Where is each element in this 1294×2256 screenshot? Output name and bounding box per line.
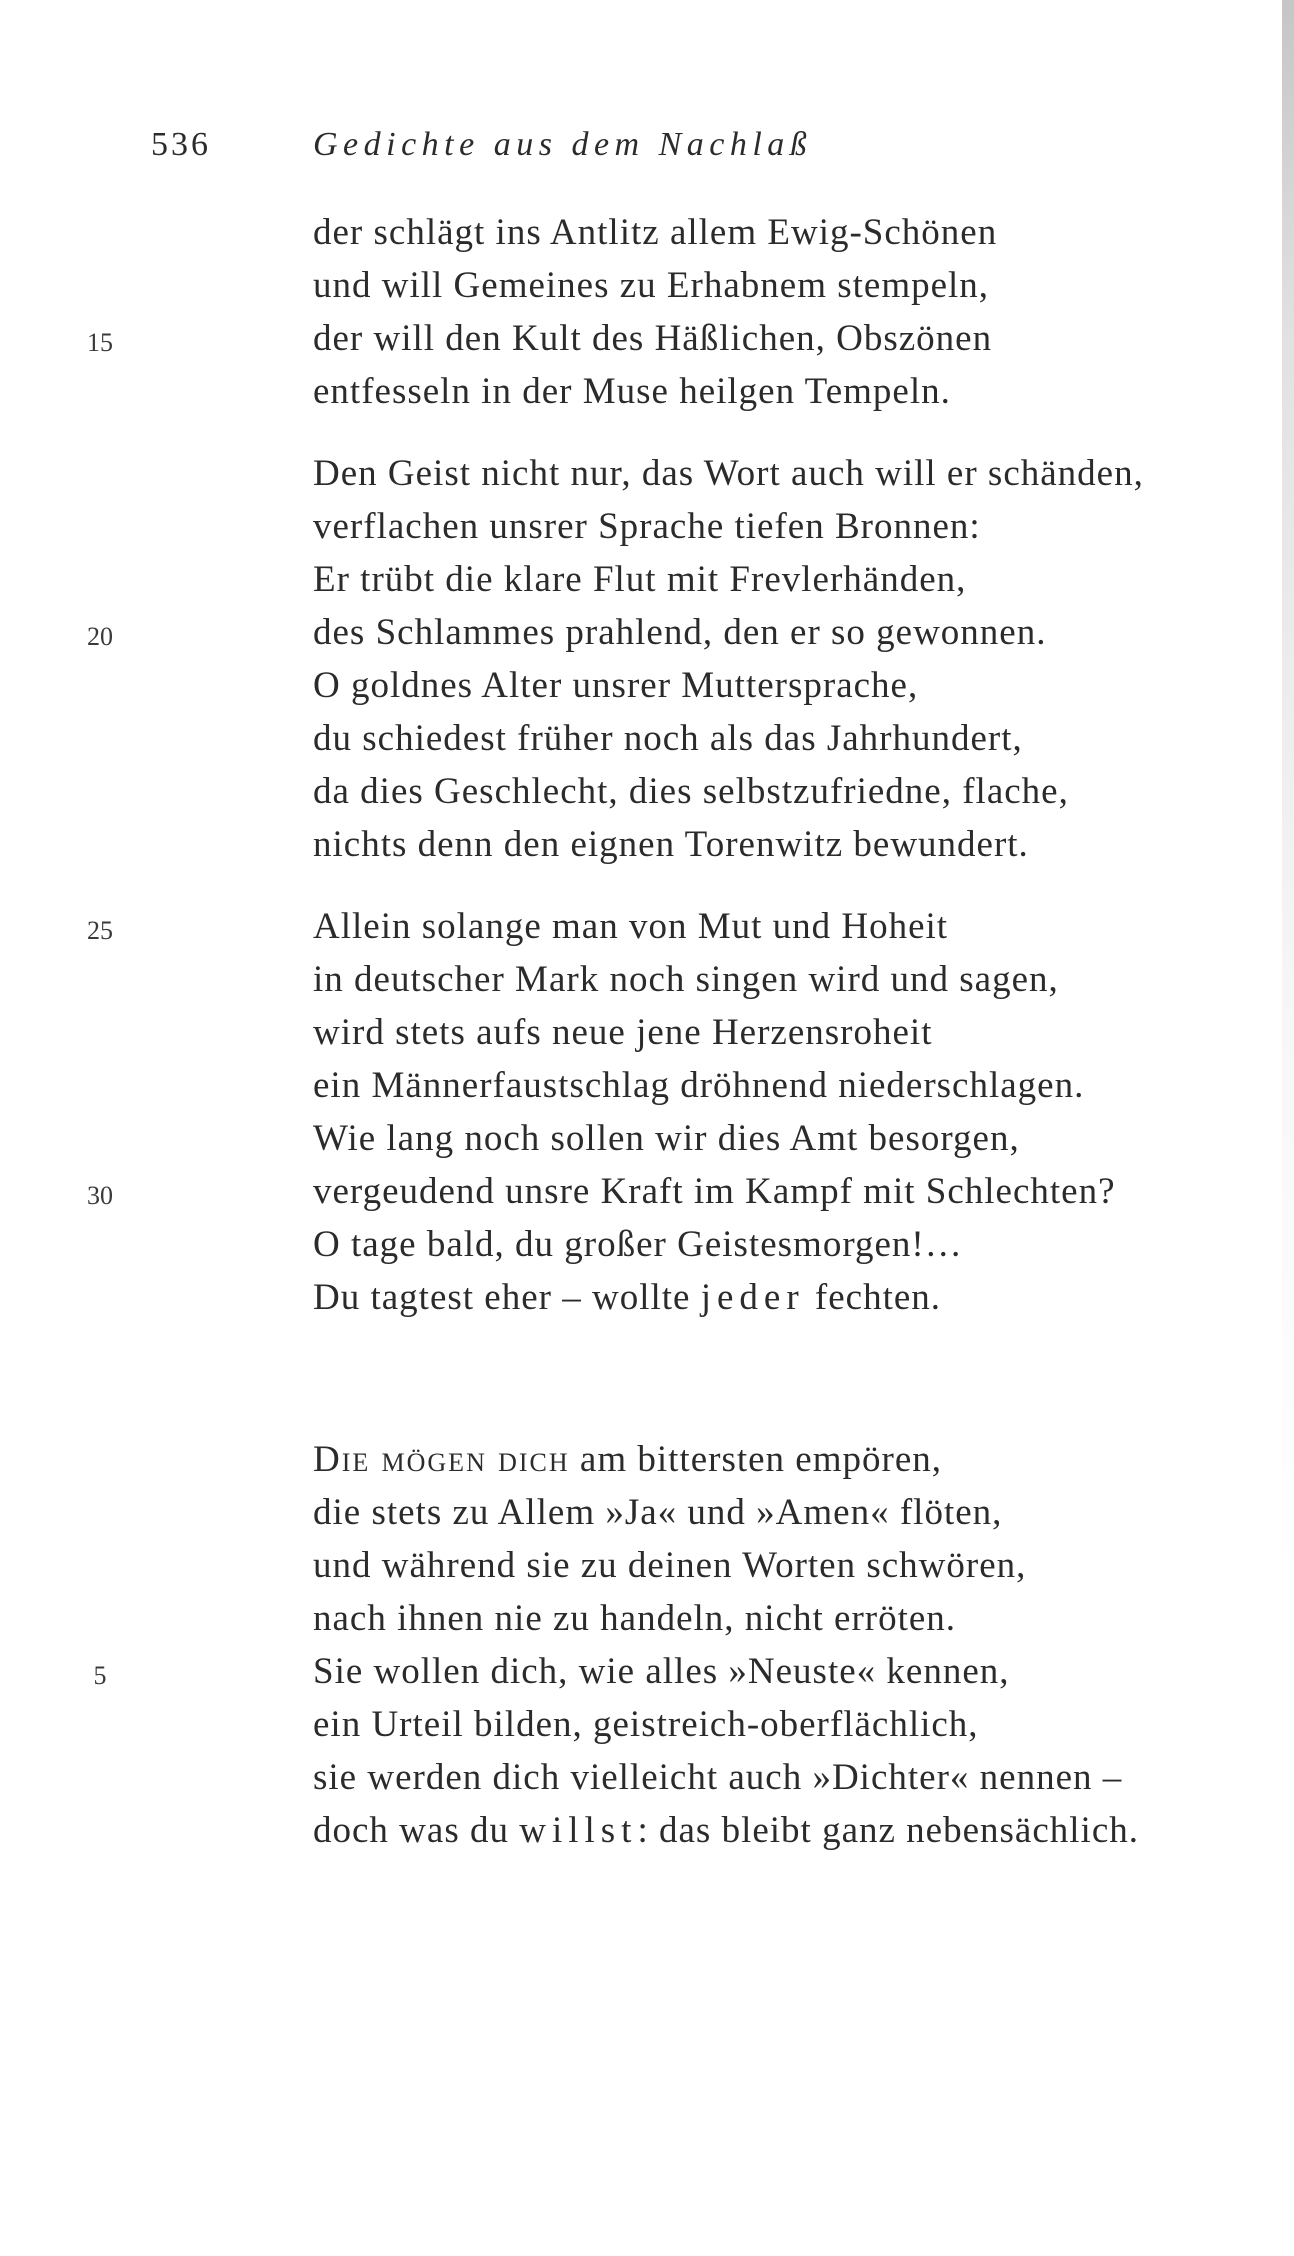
verse-line [313,1059,1273,1112]
verse-text: des Schlammes prahlend, den er so gewonnen. [313,612,1047,653]
verse-line [313,659,1273,712]
verse-line [313,953,1273,1006]
verse-text: O goldnes Alter unsrer Muttersprache, [313,665,919,706]
gutter-shadow [1282,0,1294,2256]
verse-text: ein Urteil bilden, geistreich-oberflächlich, [313,1704,979,1745]
verse-line [87,1165,1273,1218]
verse-line [313,765,1273,818]
verse-line [313,553,1273,606]
verse-line [313,1006,1273,1059]
verse-text-end: : das bleibt ganz nebensächlich. [637,1810,1139,1851]
stanza [87,900,1273,1324]
verse-line [313,1751,1273,1804]
verse-text: nach ihnen nie zu handeln, nicht erröten. [313,1598,957,1639]
verse-text: nichts denn den eignen Torenwitz bewundert. [313,824,1029,865]
verse-line [313,1486,1273,1539]
line-number: 15 [87,328,113,357]
line-number: 5 [93,1661,107,1690]
running-header [0,118,1294,171]
verse-line [87,312,1273,365]
verse-line [313,1218,1273,1271]
verse-text: wird stets aufs neue jene Herzensroheit [313,1012,933,1053]
line-number: 25 [87,916,113,945]
line-number: 20 [87,622,113,651]
verse-line [313,1433,1273,1486]
verse-text: der will den Kult des Häßlichen, Obszönen [313,318,993,359]
verse-text-end: fechten. [804,1277,942,1318]
verse-text: vergeudend unsre Kraft im Kampf mit Schlechten? [313,1171,1116,1212]
verse-text: und will Gemeines zu Erhabnem stempeln, [313,265,990,306]
emphasized-word: willst [519,1810,638,1851]
verse-line [87,900,1273,953]
page-number: 536 [151,126,211,163]
verse-text: und während sie zu deinen Worten schwören, [313,1545,1027,1586]
verse-text: Allein solange man von Mut und Hoheit [313,906,949,947]
verse-text-start: doch was du [313,1810,520,1851]
running-title: Gedichte aus dem Nachlaß [313,126,813,163]
verse-line [313,500,1273,553]
verse-text-end: am bittersten empören, [569,1439,942,1480]
verse-line [313,1271,1273,1324]
verse-text-start: Du tagtest eher – wollte [313,1277,701,1318]
verse-line [313,818,1273,871]
opening-words-small-caps: Die mögen dich [313,1439,570,1480]
verse-line [313,206,1273,259]
verse-line [313,447,1273,500]
stanza [87,206,1273,418]
verse-line [87,606,1273,659]
verse-line [313,1539,1273,1592]
line-number: 30 [87,1181,113,1210]
stanza [87,447,1273,871]
verse-text: du schiedest früher noch als das Jahrhundert, [313,718,1023,759]
verse-line [93,1645,1273,1698]
verse-text: entfesseln in der Muse heilgen Tempeln. [313,371,951,412]
poem-continued [87,206,1273,1324]
verse-text: da dies Geschlecht, dies selbstzufriedne, flache, [313,771,1069,812]
verse-text: Er trübt die klare Flut mit Frevlerhänden, [313,559,967,600]
poem [93,1433,1273,1857]
verse-line [313,259,1273,312]
emphasized-word: jeder [700,1277,805,1318]
verse-text: sie werden dich vielleicht auch »Dichter« nennen – [313,1757,1123,1798]
verse-line [313,1592,1273,1645]
verse-text: Wie lang noch sollen wir dies Amt besorgen, [313,1118,1020,1159]
verse-text: O tage bald, du großer Geistesmorgen!… [313,1224,963,1265]
verse-line [313,1698,1273,1751]
stanza [93,1433,1273,1857]
verse-line [313,365,1273,418]
verse-text: die stets zu Allem »Ja« und »Amen« flöten, [313,1492,1003,1533]
verse-text: verflachen unsrer Sprache tiefen Bronnen: [313,506,981,547]
verse-line [313,1112,1273,1165]
verse-text: Sie wollen dich, wie alles »Neuste« kennen, [313,1651,1010,1692]
verse-text: ein Männerfaustschlag dröhnend niederschlagen. [313,1065,1085,1106]
verse-line [313,712,1273,765]
verse-line [313,1804,1273,1857]
verse-text: der schlägt ins Antlitz allem Ewig-Schönen [313,212,998,253]
verse-text: Den Geist nicht nur, das Wort auch will er schänden, [313,453,1144,494]
verse-text: in deutscher Mark noch singen wird und sagen, [313,959,1059,1000]
